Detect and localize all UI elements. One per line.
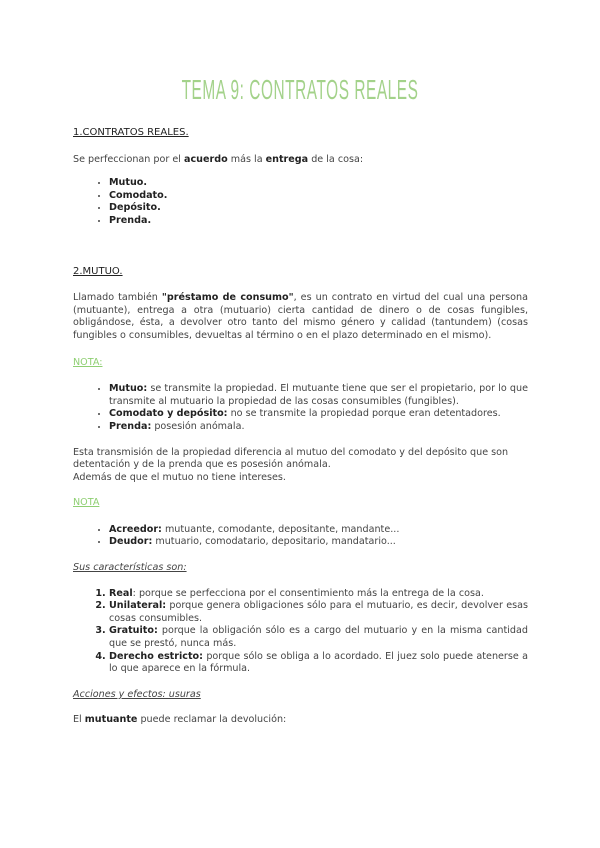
list-item: • Deudor: mutuario, comodatario, depositario, mandatario... — [109, 536, 528, 549]
nota1-list — [73, 383, 528, 433]
characteristics-list — [73, 588, 528, 676]
list-item: • Comodato. — [109, 190, 528, 203]
document-body — [73, 127, 528, 727]
list-item: • Comodato y depósito: no se transmite la propiedad porque eran detentadores. — [109, 408, 528, 421]
interest-note: Además de que el mutuo no tiene intereses. — [73, 471, 286, 483]
nota-label-2: NOTA — [73, 497, 100, 509]
list-item: 4. Derecho estricto: porque sólo se obliga a lo acordado. El juez solo puede atenerse a lo que aparece en la fórmula. — [109, 651, 528, 676]
final-sentence: El mutuante puede reclamar la devolución: — [73, 714, 287, 726]
nota2-list — [73, 524, 528, 549]
transmission-paragraph: Esta transmisión de la propiedad diferencia al mutuo del comodato y del depósito que son detentación y de la prenda que es posesión anómala. — [73, 446, 509, 471]
actions-heading: Acciones y efectos: usuras — [73, 688, 201, 700]
section-heading-2: 2.MUTUO. — [73, 265, 123, 277]
section-heading-1: 1.CONTRATOS REALES. — [73, 127, 189, 138]
contract-type-list — [73, 177, 528, 227]
characteristics-heading: Sus características son: — [73, 562, 187, 574]
list-item: • Mutuo: se transmite la propiedad. El mutuante tiene que ser el propietario, por lo que transmite al mutuario la propiedad de las cosas consumibles (fungibles). — [109, 383, 528, 408]
list-item: • Prenda: posesión anómala. — [109, 421, 528, 434]
list-item: • Mutuo. — [109, 177, 528, 190]
list-item: • Acreedor: mutuante, comodante, depositante, mandante... — [109, 524, 528, 537]
list-item: • Prenda. — [109, 215, 528, 228]
mutuo-definition: Llamado también "préstamo de consumo", es un contrato en virtud del cual una persona (mutuante), entrega a otra (mutuario) cierta cantidad de dinero o de cosas fungibles, obligándose, ésta, a devolver otro tanto del mismo género y calidad (tantundem) (cosas fungibles o consumibles, devueltas al término o en el plazo determinado en el mismo). — [73, 292, 529, 341]
list-item: 2. Unilateral: porque genera obligaciones sólo para el mutuario, es decir, devolver esas cosas consumibles. — [109, 600, 528, 625]
nota-label-1: NOTA: — [73, 356, 103, 368]
page-title: TEMA 9: CONTRATOS REALES — [181, 74, 419, 105]
list-item: • Depósito. — [109, 202, 528, 215]
list-item: 1. Real: porque se perfecciona por el consentimiento más la entrega de la cosa. — [109, 588, 528, 601]
list-item: 3. Gratuito: porque la obligación sólo es a cargo del mutuario y en la misma cantidad que se prestó, nunca más. — [109, 625, 528, 650]
section1-intro: Se perfeccionan por el acuerdo más la entrega de la cosa: — [73, 153, 364, 165]
